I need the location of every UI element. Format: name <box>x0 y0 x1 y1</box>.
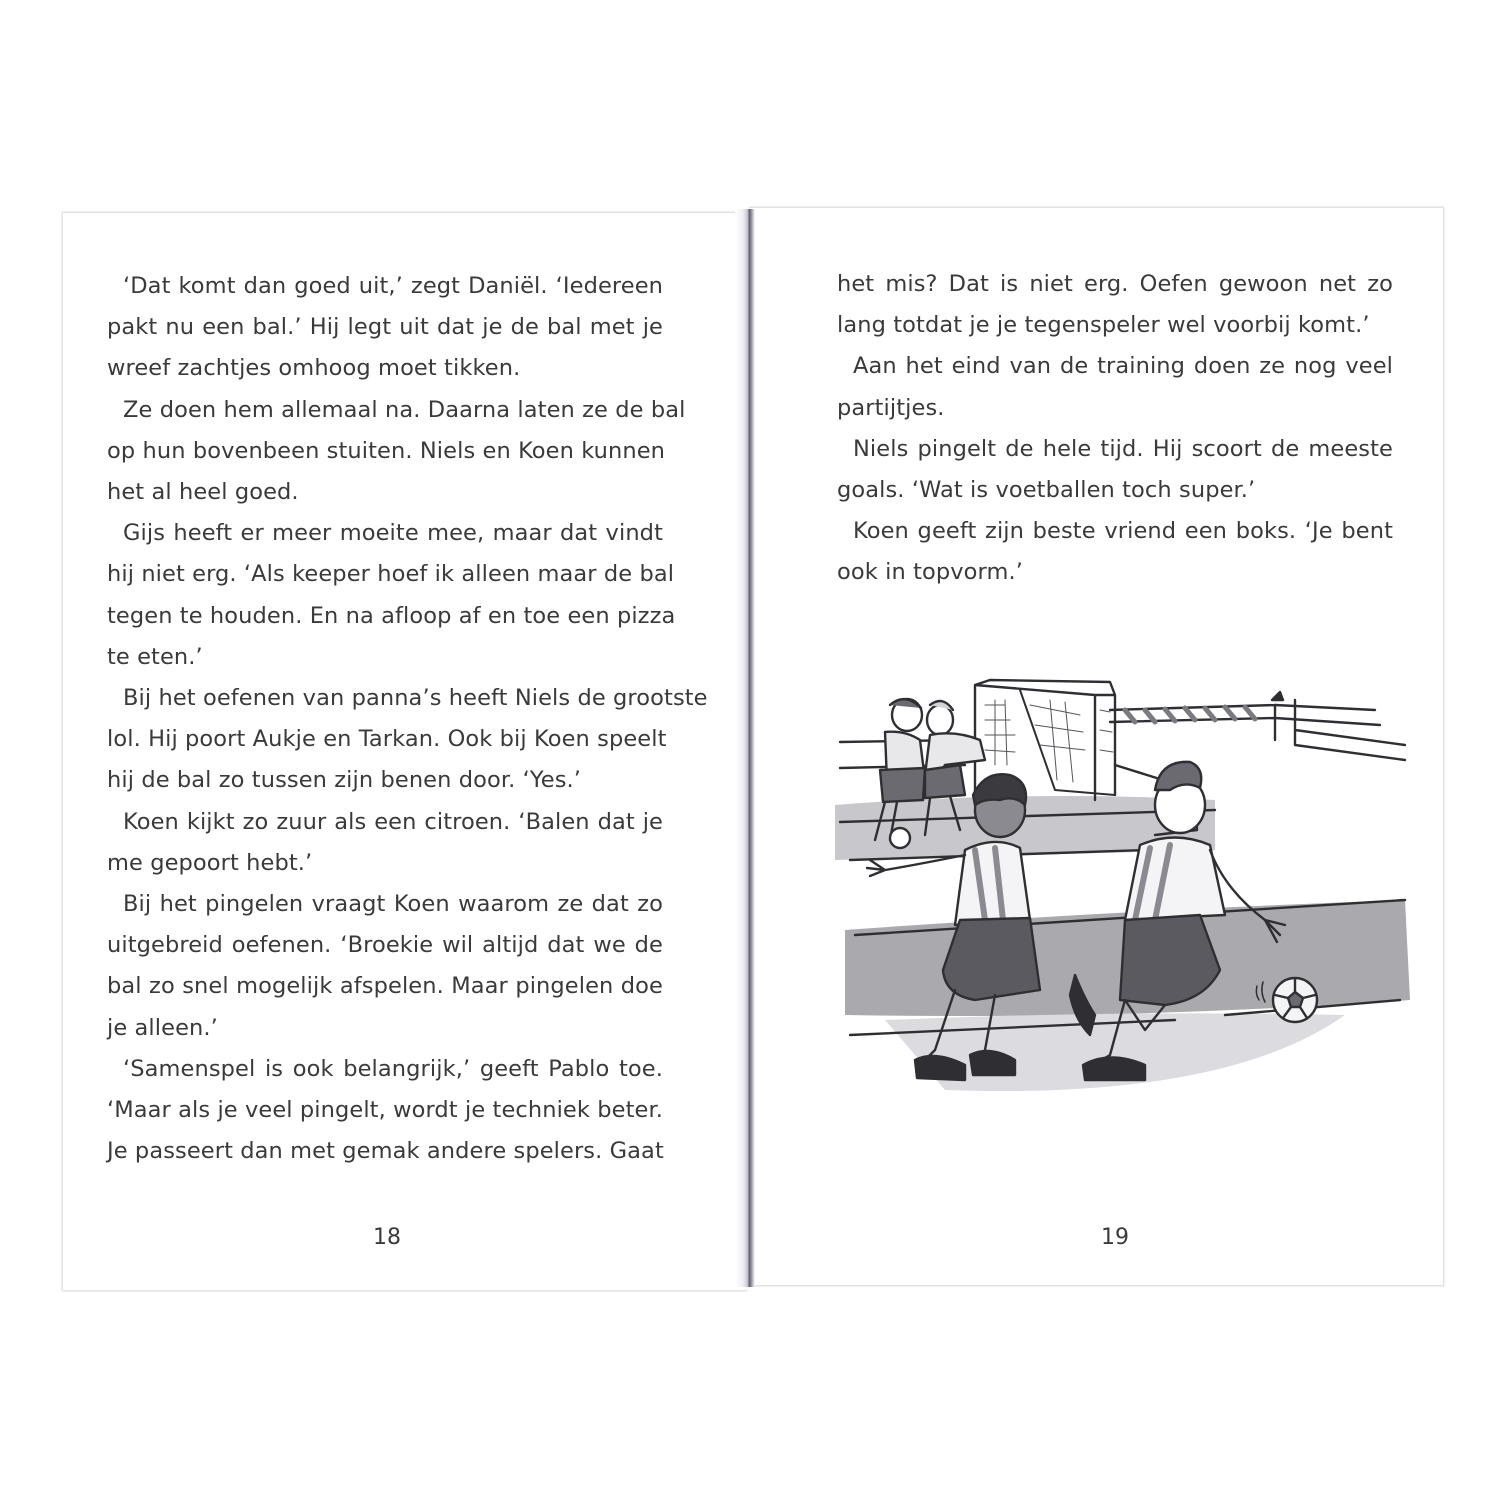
text-line: bal zo snel mogelijk afspelen. Maar pingelen doe <box>107 973 663 1000</box>
text-line: pakt nu een bal.’ Hij legt uit dat je de bal met je <box>107 314 663 341</box>
text-line: uitgebreid oefenen. ‘Broekie wil altijd dat we de <box>107 932 663 959</box>
text-line: Gijs heeft er meer moeite mee, maar dat vindt <box>123 520 663 547</box>
text-line: ook in topvorm.’ <box>837 559 1024 586</box>
book-gutter <box>735 209 755 1287</box>
text-line: me gepoort hebt.’ <box>107 849 313 876</box>
text-line: ‘Samenspel is ook belangrijk,’ geeft Pablo toe. <box>123 1055 663 1082</box>
text-line: Bij het pingelen vraagt Koen waarom ze dat zo <box>123 891 663 918</box>
soccer-illustration <box>825 670 1415 1110</box>
left-page-text <box>107 266 708 1172</box>
text-line: Koen geeft zijn beste vriend een boks. ‘Je bent <box>853 518 1393 545</box>
text-line: wreef zachtjes omhoog moet tikken. <box>107 355 521 382</box>
text-line: Koen kijkt zo zuur als een citroen. ‘Balen dat je <box>123 808 663 835</box>
text-line: goals. ‘Wat is voetballen toch super.’ <box>837 477 1256 504</box>
text-line: ‘Dat komt dan goed uit,’ zegt Daniël. ‘Iedereen <box>123 273 663 299</box>
text-line: Bij het oefenen van panna’s heeft Niels de grootste <box>123 685 708 712</box>
fence <box>1110 692 1405 760</box>
text-line: ‘Maar als je veel pingelt, wordt je techniek beter. <box>107 1097 663 1124</box>
text-line: partijtjes. <box>837 394 945 421</box>
text-line: op hun bovenbeen stuiten. Niels en Koen kunnen <box>107 437 666 464</box>
right-page-text <box>837 264 1393 594</box>
text-line: hij de bal zo tussen zijn benen door. ‘Yes.’ <box>107 767 582 794</box>
text-line: lol. Hij poort Aukje en Tarkan. Ook bij Koen speelt <box>107 726 667 753</box>
text-line: te eten.’ <box>107 643 203 670</box>
text-line: Niels pingelt de hele tijd. Hij scoort de meeste <box>853 435 1393 462</box>
text-line: hij niet erg. ‘Als keeper hoef ik alleen maar de bal <box>107 561 675 588</box>
text-line: Aan het eind van de training doen ze nog veel <box>853 353 1393 380</box>
page-number-right: 19 <box>1101 1225 1129 1250</box>
text-line: tegen te houden. En na afloop af en toe een pizza <box>107 602 676 629</box>
page-number-left: 18 <box>373 1225 401 1250</box>
text-line: lang totdat je je tegenspeler wel voorbij komt.’ <box>837 312 1370 339</box>
text-line: het al heel goed. <box>107 479 299 506</box>
text-line: Je passeert dan met gemak andere spelers. Gaat <box>107 1138 664 1165</box>
text-line: je alleen.’ <box>107 1014 218 1041</box>
text-line: Ze doen hem allemaal na. Daarna laten ze de bal <box>123 396 686 423</box>
text-line: het mis? Dat is niet erg. Oefen gewoon net zo <box>837 271 1393 297</box>
